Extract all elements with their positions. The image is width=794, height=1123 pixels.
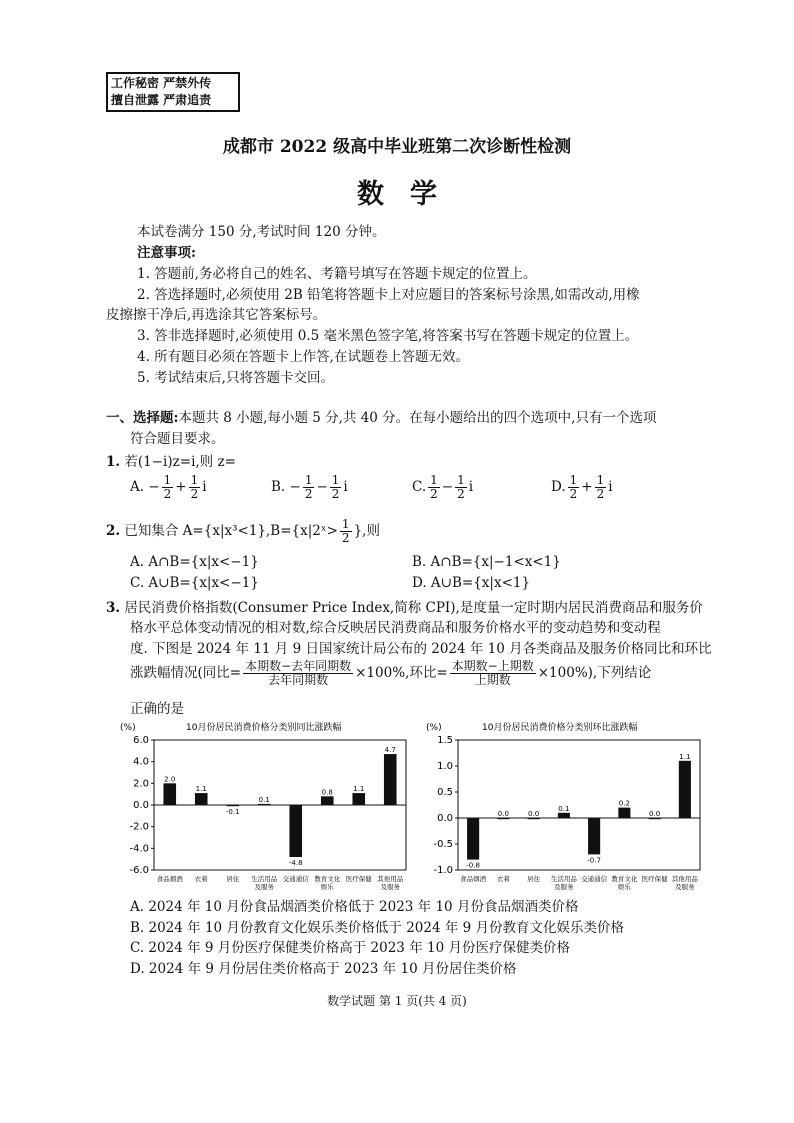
q1-option-b: B. − $\frac{1}{2}$ − $\frac{1}{2}$ i xyxy=(271,473,348,501)
category-label: 教育文化娱乐 xyxy=(611,875,638,891)
q1-option-a: A. − $\frac{1}{2}$ + $\frac{1}{2}$ i xyxy=(130,473,207,501)
q2-option-b: B. A∩B={x|−1<x<1} xyxy=(412,554,561,570)
note-4: 4. 所有题目必须在答题卡上作答,在试题卷上答题无效。 xyxy=(137,349,469,365)
y-tick-label: 0.0 xyxy=(437,813,453,824)
plot-frame xyxy=(458,740,700,870)
chart-mom xyxy=(418,716,708,892)
y-tick-label: -2.0 xyxy=(129,821,149,833)
category-label: 食品烟酒 xyxy=(156,875,183,883)
y-tick-label: 6.0 xyxy=(133,735,149,746)
bar xyxy=(352,793,365,805)
q3-line-2: 格水平总体变动情况的相对数,综合反映居民消费商品和服务价格水平的变动趋势和变动程 xyxy=(130,620,661,636)
bar xyxy=(528,818,540,819)
page-footer: 数学试题 第 1 页(共 4 页) xyxy=(327,994,467,1008)
bar-value-label: 1.1 xyxy=(353,785,365,794)
q2-option-d: D. A∪B={x|x<1} xyxy=(412,575,531,591)
bar-value-label: 0.1 xyxy=(258,795,270,804)
bar xyxy=(467,818,479,860)
q3-option-c: C. 2024 年 9 月份医疗保健类价格高于 2023 年 10 月份医疗保健类价格 xyxy=(130,940,570,956)
bar xyxy=(497,818,509,819)
bar xyxy=(649,818,661,819)
category-label: 其他用品及服务 xyxy=(671,875,698,891)
note-2b: 皮擦擦干净后,再选涂其它答案标号。 xyxy=(106,307,327,323)
bar xyxy=(588,818,600,854)
bar-value-label: -0.7 xyxy=(587,856,601,865)
category-label: 衣着 xyxy=(194,875,208,883)
y-tick-label: 1.5 xyxy=(437,735,453,746)
bar-value-label: 0.8 xyxy=(321,788,333,797)
note-1: 1. 答题前,务必将自己的姓名、考籍号填写在答题卡规定的位置上。 xyxy=(137,266,537,282)
exam-title: 成都市 2022 级高中毕业班第二次诊断性检测 xyxy=(222,137,572,157)
note-5: 5. 考试结束后,只将答题卡交回。 xyxy=(137,370,334,386)
category-label: 衣着 xyxy=(496,875,510,883)
q3-line-3: 度. 下图是 2024 年 11 月 9 日国家统计局公布的 2024 年 10 月各类商品及服务价格同比和环比 xyxy=(130,641,712,657)
chart-mom-svg xyxy=(418,716,708,892)
category-label: 医疗保健 xyxy=(641,875,668,883)
q1-stem xyxy=(106,452,236,472)
bar-value-label: -0.1 xyxy=(225,808,240,817)
y-tick-label: 2.0 xyxy=(133,778,149,790)
subject-title: 数学 xyxy=(357,179,463,210)
bar xyxy=(226,805,239,806)
y-tick-label: -6.0 xyxy=(129,865,149,876)
chart-mom-unit: (%) xyxy=(426,723,442,733)
bar xyxy=(289,805,302,857)
q2-number: 2. xyxy=(106,523,121,539)
y-tick-label: -1.0 xyxy=(433,865,453,876)
confidential-stamp xyxy=(106,72,240,112)
q2-option-a: A. A∩B={x|x<−1} xyxy=(130,554,259,570)
q1-number: 1. xyxy=(106,454,121,470)
q3-line-4: 涨跌幅情况(同比= $\frac{\text{本期数−去年同期数}}{\text{去年同期数}}$ ×100%,环比= $\frac{\text{本期数−上期数}}{\text{上期数}}$ ×100%),下列结论 xyxy=(130,659,652,687)
q1-option-d: D. $\frac{1}{2}$ + $\frac{1}{2}$ i xyxy=(551,473,613,501)
q2-stem: 2. 已知集合 A={x|x³<1},B={x|2ˣ> $\frac{1}{2}$ },则 xyxy=(106,517,380,545)
bar-value-label: 0.0 xyxy=(497,810,509,818)
bar xyxy=(384,754,397,805)
score-time: 本试卷满分 150 分,考试时间 120 分钟。 xyxy=(137,224,386,240)
bar-value-label: 2.0 xyxy=(164,775,176,784)
bar-value-label: 0.0 xyxy=(528,810,540,818)
bar xyxy=(558,813,570,818)
note-2a: 2. 答选择题时,必须使用 2B 铅笔将答题卡上对应题目的答案标号涂黑,如需改动,用橡 xyxy=(137,287,640,303)
category-label: 教育文化娱乐 xyxy=(314,875,341,891)
bar xyxy=(163,783,176,805)
section-1-label: 一、选择题: xyxy=(106,410,179,426)
category-label: 生活用品及服务 xyxy=(550,875,577,891)
category-label: 医疗保健 xyxy=(345,875,372,883)
q1-text: 若(1−i)z=i,则 z= xyxy=(124,454,236,470)
bar xyxy=(195,793,208,805)
chart-yoy-unit: (%) xyxy=(120,723,136,733)
category-label: 交通通信 xyxy=(581,875,608,883)
chart-yoy xyxy=(108,716,408,892)
y-tick-label: 0.5 xyxy=(437,787,453,798)
notes-title: 注意事项: xyxy=(137,245,196,261)
category-label: 其他用品及服务 xyxy=(377,875,404,891)
chart-mom-title: 10月份居民消费价格分类别环比涨跌幅 xyxy=(482,723,638,733)
bar-value-label: 0.2 xyxy=(618,799,630,808)
q3-number: 3. xyxy=(106,600,121,616)
bar-value-label: 0.0 xyxy=(649,810,661,818)
q3-line-1: 3. 居民消费价格指数(Consumer Price Index,简称 CPI),是度量一定时期内居民消费商品和服务价 xyxy=(106,600,703,616)
bar-value-label: 0.1 xyxy=(558,804,570,813)
bar xyxy=(618,808,630,818)
stamp-line-1: 工作秘密 严禁外传 xyxy=(111,76,212,90)
q1-option-c: C. $\frac{1}{2}$ − $\frac{1}{2}$ i xyxy=(412,473,474,501)
stamp-line-2: 擅自泄露 严肃追责 xyxy=(111,93,212,107)
y-tick-label: 1.0 xyxy=(437,761,453,772)
bar-value-label: -0.8 xyxy=(466,861,480,870)
bar-value-label: 4.7 xyxy=(384,746,396,755)
chart-yoy-title: 10月份居民消费价格分类别同比涨跌幅 xyxy=(186,723,342,733)
section-1-heading xyxy=(106,408,656,428)
q3-option-d: D. 2024 年 9 月份居住类价格高于 2023 年 10 月份居住类价格 xyxy=(130,961,517,977)
note-3: 3. 答非选择题时,必须使用 0.5 毫米黑色签字笔,将答案书写在答题卡规定的位置上。 xyxy=(137,328,639,344)
q3-option-b: B. 2024 年 10 月份教育文化娱乐类价格低于 2024 年 9 月份教育文化娱乐类价格 xyxy=(130,920,625,936)
chart-yoy-svg xyxy=(108,716,408,892)
y-tick-label: 4.0 xyxy=(133,756,149,768)
section-1-desc-2: 符合题目要求。 xyxy=(130,431,225,447)
category-label: 交通通信 xyxy=(282,875,309,883)
bar-value-label: 1.1 xyxy=(195,785,207,794)
q3-option-a: A. 2024 年 10 月份食品烟酒类价格低于 2023 年 10 月份食品烟酒类价格 xyxy=(130,899,579,915)
y-tick-label: -4.0 xyxy=(129,843,149,855)
category-label: 居住 xyxy=(226,875,240,883)
bar xyxy=(321,796,334,805)
q2-option-c: C. A∪B={x|x<−1} xyxy=(130,575,259,591)
category-label: 居住 xyxy=(527,875,541,883)
bar xyxy=(258,804,271,805)
section-1-desc: 本题共 8 小题,每小题 5 分,共 40 分。在每小题给出的四个选项中,只有一个选项 xyxy=(178,410,657,426)
bar xyxy=(679,761,691,818)
category-label: 生活用品及服务 xyxy=(251,875,278,891)
bar-value-label: 1.1 xyxy=(679,752,691,761)
y-tick-label: 0.0 xyxy=(133,800,149,811)
y-tick-label: -0.5 xyxy=(433,839,453,850)
bar-value-label: -4.8 xyxy=(288,859,303,867)
q3-line-5: 正确的是 xyxy=(130,701,184,717)
category-label: 食品烟酒 xyxy=(460,875,487,883)
